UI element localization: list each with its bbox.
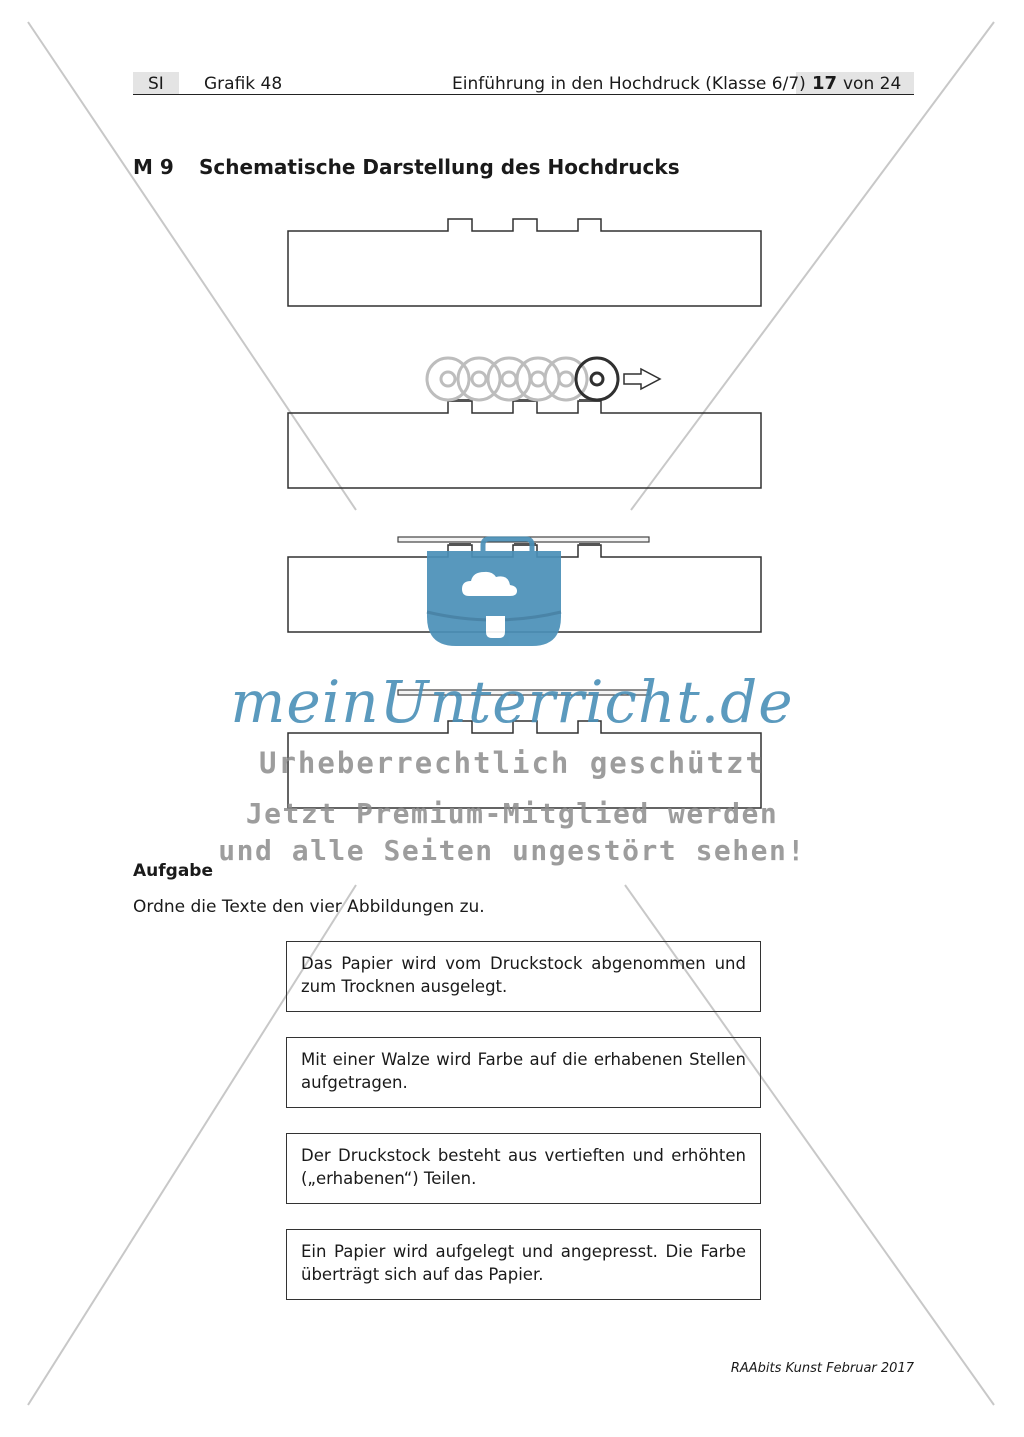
task-instruction: Ordne die Texte den vier Abbildungen zu. [133,897,485,917]
ink-patch [579,543,600,546]
header-level: SI [148,74,164,94]
header-subject: Einführung in den Hochdruck (Klasse 6/7) [452,74,806,94]
header-graphic: Grafik 48 [204,74,283,94]
task-heading: Aufgabe [133,861,213,881]
printing-block-2 [288,401,761,488]
section-title: Schematische Darstellung des Hochdrucks [199,155,680,179]
printing-block-1 [288,219,761,306]
arrow-right-icon [624,369,660,389]
task-box-2: Mit einer Walze wird Farbe auf die erhabenen Stellen aufgetragen. [286,1037,761,1108]
watermark-line-1: Urheberrechtlich geschützt [259,746,765,780]
task-box-4: Ein Papier wird aufgelegt und angepresst. Die Farbe überträgt sich auf das Papier. [286,1229,761,1300]
header-page-total: von 24 [843,74,902,94]
task-box-1: Das Papier wird vom Druckstock abgenommen und zum Trocknen ausgelegt. [286,941,761,1012]
header-page-current: 17 [812,73,838,94]
ink-patch [449,543,471,546]
watermark-brand: meinUnterricht.de [230,668,794,736]
footer-source: RAAbits Kunst Februar 2017 [730,1361,914,1376]
roller-trail [427,358,587,400]
section-number: M 9 [133,155,174,179]
watermark-line-3: und alle Seiten ungestört sehen! [218,834,806,867]
task-box-3: Der Druckstock besteht aus vertieften und erhöhten („erhabenen“) Teilen. [286,1133,761,1204]
watermark-line-2: Jetzt Premium-Mitglied werden [245,797,779,830]
roller-icon [576,358,618,400]
briefcase-cloud-icon [427,539,561,646]
